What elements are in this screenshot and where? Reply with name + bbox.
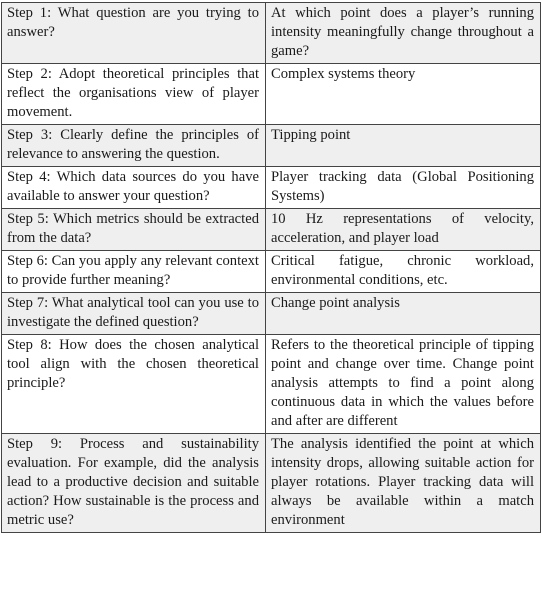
step-cell: Step 9: Process and sustainability evaluation. For example, did the analysis lead to a productive decision and suitable action? How sustainable is the process and metric use? [2, 434, 266, 533]
step-cell: Step 8: How does the chosen analytical tool align with the chosen theoretical principle? [2, 335, 266, 434]
example-cell: The analysis identified the point at which intensity drops, allowing suitable action for player rotations. Player tracking data will always be available within a match environment [266, 434, 541, 533]
example-cell: Tipping point [266, 125, 541, 167]
table-row [2, 64, 541, 125]
step-cell: Step 3: Clearly define the principles of relevance to answering the question. [2, 125, 266, 167]
step-cell: Step 1: What question are you trying to answer? [2, 3, 266, 64]
table-row [2, 293, 541, 335]
example-cell: 10 Hz representations of velocity, acceleration, and player load [266, 209, 541, 251]
example-cell: Player tracking data (Global Positioning Systems) [266, 167, 541, 209]
step-cell: Step 6: Can you apply any relevant context to provide further meaning? [2, 251, 266, 293]
table-row [2, 335, 541, 434]
example-cell: Refers to the theoretical principle of tipping point and change over time. Change point analysis attempts to find a point along continuous data in which the values before and after are different [266, 335, 541, 434]
example-cell: Change point analysis [266, 293, 541, 335]
step-cell: Step 4: Which data sources do you have available to answer your question? [2, 167, 266, 209]
framework-table [1, 2, 541, 533]
table-row [2, 209, 541, 251]
step-cell: Step 2: Adopt theoretical principles that reflect the organisations view of player movement. [2, 64, 266, 125]
table-row [2, 251, 541, 293]
step-cell: Step 7: What analytical tool can you use to investigate the defined question? [2, 293, 266, 335]
table-row [2, 3, 541, 64]
example-cell: Critical fatigue, chronic workload, environmental conditions, etc. [266, 251, 541, 293]
example-cell: Complex systems theory [266, 64, 541, 125]
step-cell: Step 5: Which metrics should be extracted from the data? [2, 209, 266, 251]
table-row [2, 167, 541, 209]
table-row [2, 125, 541, 167]
example-cell: At which point does a player’s running intensity meaningfully change throughout a game? [266, 3, 541, 64]
table-row [2, 434, 541, 533]
